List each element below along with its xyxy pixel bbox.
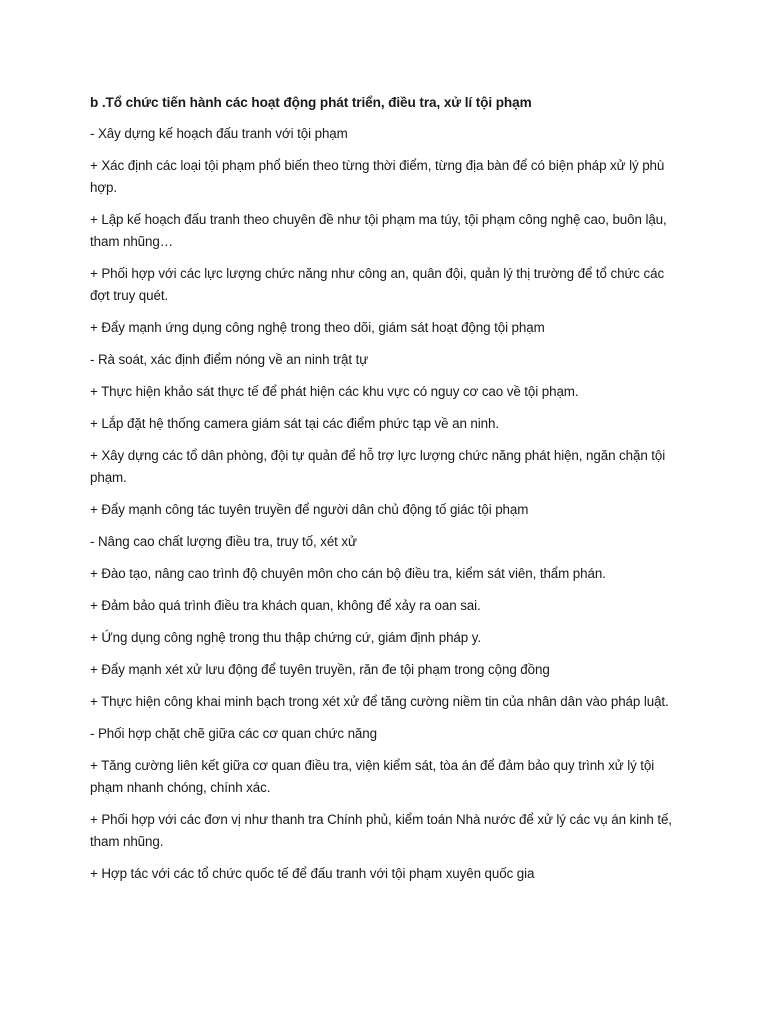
paragraph: + Đẩy mạnh công tác tuyên truyền để người dân chủ động tố giác tội phạm xyxy=(90,502,529,517)
paragraph: + Ứng dụng công nghệ trong thu thập chứng cứ, giám định pháp y. xyxy=(90,630,481,645)
paragraph: - Nâng cao chất lượng điều tra, truy tố, xét xử xyxy=(90,534,357,549)
paragraph: + Phối hợp với các đơn vị như thanh tra Chính phủ, kiểm toán Nhà nước để xử lý các vụ án kinh tế, tham nhũng. xyxy=(90,812,672,849)
paragraph: + Phối hợp với các lực lượng chức năng như công an, quân đội, quản lý thị trường để tổ chức các đợt truy quét. xyxy=(90,266,665,303)
paragraph: + Xây dựng các tổ dân phòng, đội tự quản để hỗ trợ lực lượng chức năng phát hiện, ngăn chặn tội phạm. xyxy=(90,448,666,485)
paragraph: + Lập kế hoạch đấu tranh theo chuyên đề như tội phạm ma túy, tội phạm công nghệ cao, buôn lậu, tham nhũng… xyxy=(90,212,667,249)
paragraph: + Đẩy mạnh xét xử lưu động để tuyên truyền, răn đe tội phạm trong cộng đồng xyxy=(90,662,550,677)
paragraph: + Đẩy mạnh ứng dụng công nghệ trong theo dõi, giám sát hoạt động tội phạm xyxy=(90,320,545,335)
paragraph: + Xác định các loại tội phạm phổ biến theo từng thời điểm, từng địa bàn để có biện pháp xử lý phù hợp. xyxy=(90,158,665,195)
section-heading: b .Tổ chức tiến hành các hoạt động phát triển, điều tra, xử lí tội phạm xyxy=(90,95,532,110)
paragraph: + Lắp đặt hệ thống camera giám sát tại các điểm phức tạp về an ninh. xyxy=(90,416,499,431)
document-page xyxy=(90,92,680,885)
paragraph: - Phối hợp chặt chẽ giữa các cơ quan chức năng xyxy=(90,726,377,741)
paragraph: + Thực hiện công khai minh bạch trong xét xử để tăng cường niềm tin của nhân dân vào pháp luật. xyxy=(90,694,669,709)
paragraph: + Đảm bảo quá trình điều tra khách quan, không để xảy ra oan sai. xyxy=(90,598,481,613)
paragraph: + Đào tạo, nâng cao trình độ chuyên môn cho cán bộ điều tra, kiểm sát viên, thẩm phán. xyxy=(90,566,606,581)
paragraph: - Xây dựng kế hoạch đấu tranh với tội phạm xyxy=(90,126,348,141)
paragraph: + Tăng cường liên kết giữa cơ quan điều tra, viện kiểm sát, tòa án để đảm bảo quy trình xử lý tội phạm nhanh chóng, chính xác. xyxy=(90,758,655,795)
paragraph: + Hợp tác với các tổ chức quốc tế để đấu tranh với tội phạm xuyên quốc gia xyxy=(90,866,535,881)
paragraph: + Thực hiện khảo sát thực tế để phát hiện các khu vực có nguy cơ cao về tội phạm. xyxy=(90,384,579,399)
paragraph: - Rà soát, xác định điểm nóng về an ninh trật tự xyxy=(90,352,369,367)
